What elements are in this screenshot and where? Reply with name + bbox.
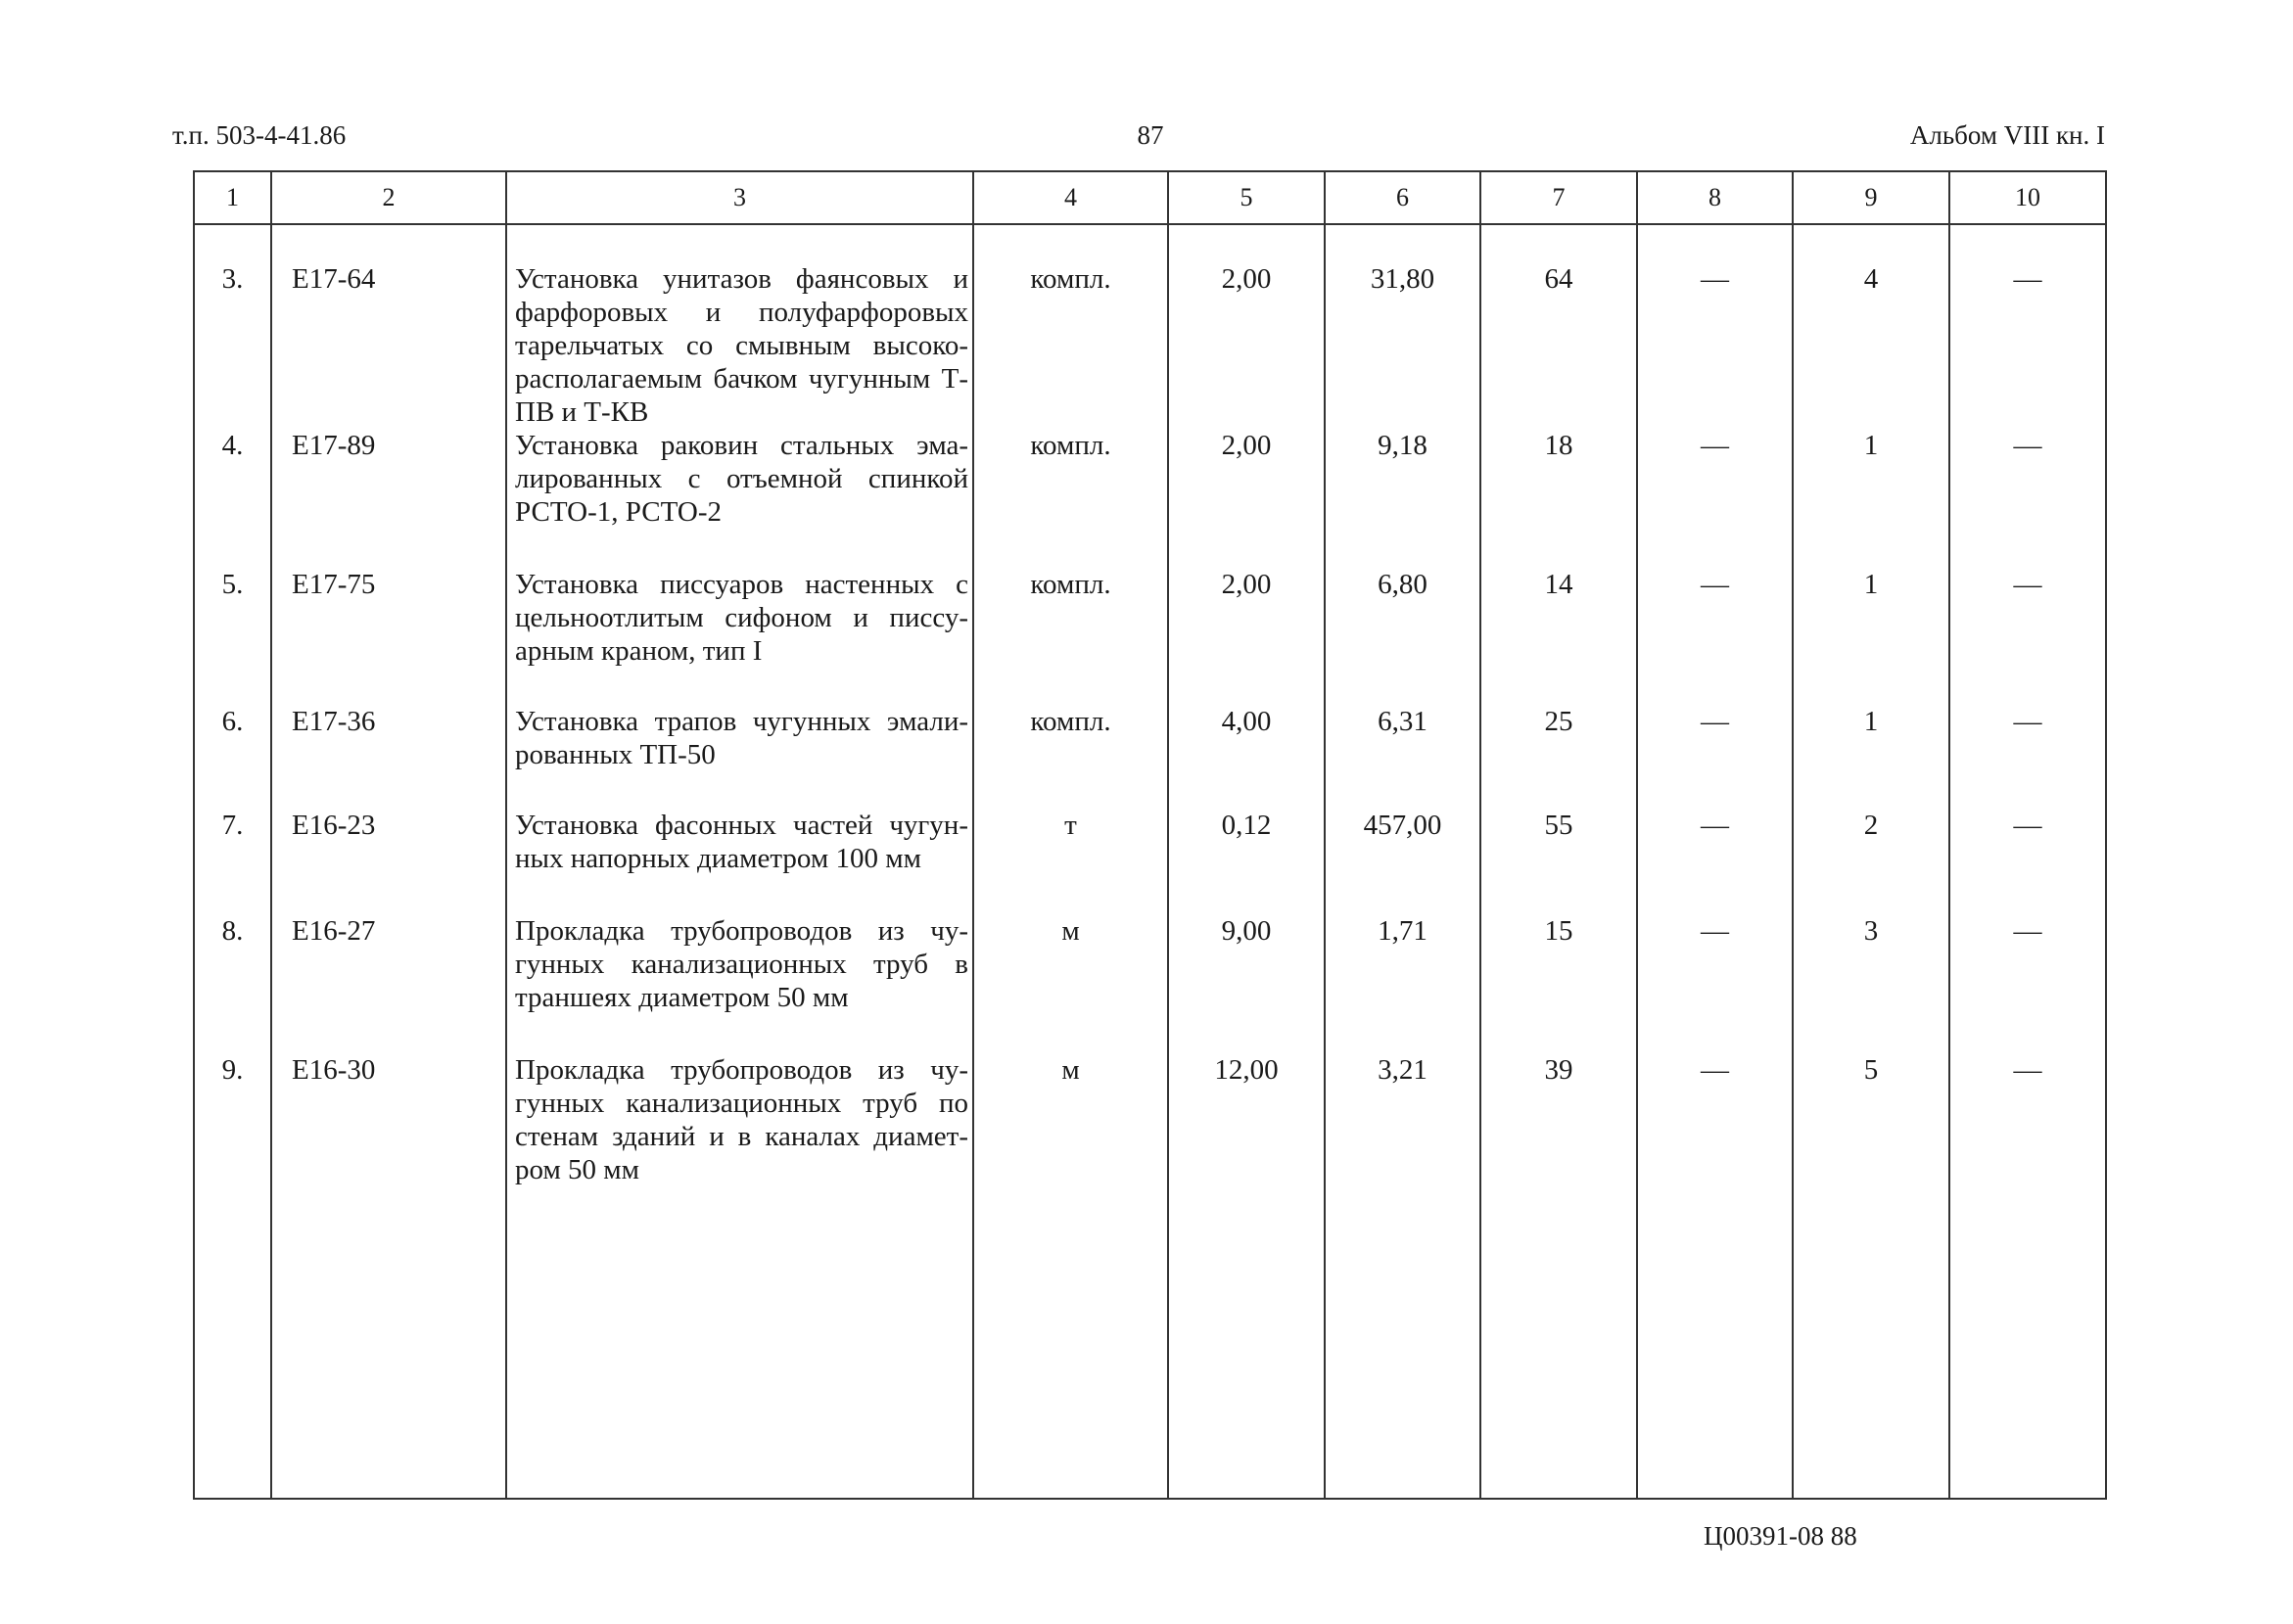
total-value: 39 <box>1480 1053 1637 1230</box>
unit: м <box>973 1053 1168 1230</box>
table-row <box>194 809 2106 914</box>
rate-code: Е16-23 <box>271 809 506 914</box>
empty-cell <box>1949 1230 2106 1499</box>
column-header: 3 <box>506 171 973 224</box>
empty-cell <box>1480 1230 1637 1499</box>
column-number-row <box>194 171 2106 224</box>
empty-cell <box>1793 1230 1949 1499</box>
column-header: 2 <box>271 171 506 224</box>
column-header: 1 <box>194 171 271 224</box>
table-row <box>194 705 2106 809</box>
empty-cell <box>973 1230 1168 1499</box>
unit-value: 6,31 <box>1325 705 1480 809</box>
table-row <box>194 224 2106 429</box>
unit-value: 3,21 <box>1325 1053 1480 1230</box>
quantity: 2,00 <box>1168 224 1325 429</box>
document-number: т.п. 503-4-41.86 <box>172 120 347 150</box>
unit: т <box>973 809 1168 914</box>
work-description: Прокладка трубопроводов из чу-гунных канализационных труб в траншеях диаметром 50 мм <box>506 914 973 1053</box>
quantity: 0,12 <box>1168 809 1325 914</box>
row-number: 9. <box>194 1053 271 1230</box>
col-8-value: — <box>1637 1053 1793 1230</box>
column-header: 5 <box>1168 171 1325 224</box>
col-10-value: — <box>1949 809 2106 914</box>
footer-code: Ц00391-08 88 <box>1704 1521 1857 1551</box>
unit: компл. <box>973 568 1168 705</box>
col-8-value: — <box>1637 429 1793 568</box>
estimate-table <box>193 170 2107 1500</box>
page-number: 87 <box>1137 120 1164 150</box>
unit-value: 9,18 <box>1325 429 1480 568</box>
col-8-value: — <box>1637 224 1793 429</box>
col-8-value: — <box>1637 809 1793 914</box>
col-9-value: 4 <box>1793 224 1949 429</box>
work-description: Установка писсуаров настенных с цельноотлитым сифоном и писсу-арным краном, тип I <box>506 568 973 705</box>
col-9-value: 2 <box>1793 809 1949 914</box>
quantity: 2,00 <box>1168 568 1325 705</box>
total-value: 14 <box>1480 568 1637 705</box>
row-number: 3. <box>194 224 271 429</box>
col-10-value: — <box>1949 429 2106 568</box>
unit: м <box>973 914 1168 1053</box>
work-description: Установка трапов чугунных эмали-рованных ТП-50 <box>506 705 973 809</box>
work-description: Прокладка трубопроводов из чу-гунных канализационных труб по стенам зданий и в каналах диамет-ром 50 мм <box>506 1053 973 1230</box>
empty-cell <box>271 1230 506 1499</box>
quantity: 12,00 <box>1168 1053 1325 1230</box>
column-header: 10 <box>1949 171 2106 224</box>
table-row <box>194 914 2106 1053</box>
empty-cell <box>194 1230 271 1499</box>
unit-value: 6,80 <box>1325 568 1480 705</box>
column-header: 9 <box>1793 171 1949 224</box>
column-header: 4 <box>973 171 1168 224</box>
empty-cell <box>1325 1230 1480 1499</box>
total-value: 18 <box>1480 429 1637 568</box>
table-row <box>194 1053 2106 1230</box>
total-value: 25 <box>1480 705 1637 809</box>
rate-code: Е16-27 <box>271 914 506 1053</box>
column-header: 6 <box>1325 171 1480 224</box>
col-8-value: — <box>1637 568 1793 705</box>
unit: компл. <box>973 429 1168 568</box>
rate-code: Е17-36 <box>271 705 506 809</box>
total-value: 55 <box>1480 809 1637 914</box>
col-9-value: 5 <box>1793 1053 1949 1230</box>
row-number: 7. <box>194 809 271 914</box>
col-10-value: — <box>1949 914 2106 1053</box>
unit-value: 1,71 <box>1325 914 1480 1053</box>
empty-cell <box>506 1230 973 1499</box>
work-description: Установка раковин стальных эма-лированных с отъемной спинкой РСТО-1, РСТО-2 <box>506 429 973 568</box>
unit: компл. <box>973 705 1168 809</box>
col-9-value: 1 <box>1793 568 1949 705</box>
unit: компл. <box>973 224 1168 429</box>
unit-value: 31,80 <box>1325 224 1480 429</box>
table-filler-row <box>194 1230 2106 1499</box>
empty-cell <box>1168 1230 1325 1499</box>
work-description: Установка унитазов фаянсовых и фарфоровых и полуфарфоровых тарельчатых со смывным высоко-располагаемым бачком чугунным Т-ПВ и Т-КВ <box>506 224 973 429</box>
row-number: 8. <box>194 914 271 1053</box>
column-header: 8 <box>1637 171 1793 224</box>
rate-code: Е16-30 <box>271 1053 506 1230</box>
quantity: 9,00 <box>1168 914 1325 1053</box>
col-9-value: 3 <box>1793 914 1949 1053</box>
table-row <box>194 568 2106 705</box>
col-10-value: — <box>1949 705 2106 809</box>
col-8-value: — <box>1637 914 1793 1053</box>
table-row <box>194 429 2106 568</box>
col-10-value: — <box>1949 224 2106 429</box>
quantity: 2,00 <box>1168 429 1325 568</box>
total-value: 64 <box>1480 224 1637 429</box>
empty-cell <box>1637 1230 1793 1499</box>
col-8-value: — <box>1637 705 1793 809</box>
col-9-value: 1 <box>1793 429 1949 568</box>
rate-code: Е17-64 <box>271 224 506 429</box>
row-number: 6. <box>194 705 271 809</box>
work-description: Установка фасонных частей чугун-ных напорных диаметром 100 мм <box>506 809 973 914</box>
rate-code: Е17-75 <box>271 568 506 705</box>
row-number: 5. <box>194 568 271 705</box>
col-10-value: — <box>1949 1053 2106 1230</box>
album-label: Альбом VIII кн. I <box>1909 120 2105 150</box>
total-value: 15 <box>1480 914 1637 1053</box>
row-number: 4. <box>194 429 271 568</box>
rate-code: Е17-89 <box>271 429 506 568</box>
col-9-value: 1 <box>1793 705 1949 809</box>
col-10-value: — <box>1949 568 2106 705</box>
unit-value: 457,00 <box>1325 809 1480 914</box>
quantity: 4,00 <box>1168 705 1325 809</box>
column-header: 7 <box>1480 171 1637 224</box>
